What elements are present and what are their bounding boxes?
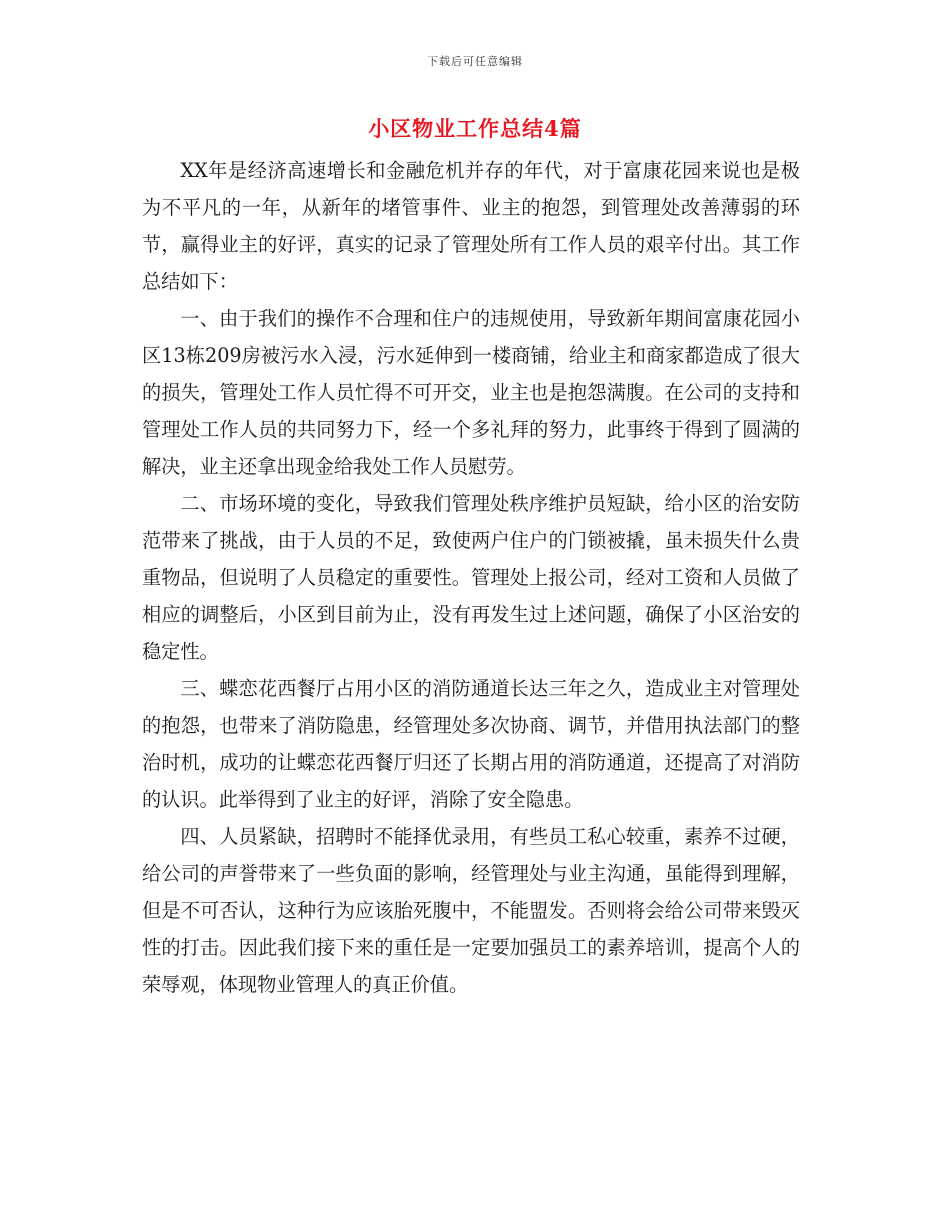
document-title: 小区物业工作总结4篇 — [368, 116, 582, 141]
paragraph-item-3: 三、蝶恋花西餐厅占用小区的消防通道长达三年之久，造成业主对管理处的抱怨，也带来了消防隐患，经管理处多次协商、调节，并借用执法部门的整治时机，成功的让蝶恋花西餐厅归还了长期占用的消防通道，还提高了对消防的认识。此举得到了业主的好评，消除了安全隐患。 — [142, 677, 800, 811]
paragraph-item-4: 四、人员紧缺，招聘时不能择优录用，有些员工私心较重，素养不过硬，给公司的声誉带来了一些负面的影响，经管理处与业主沟通，虽能得到理解，但是不可否认，这种行为应该胎死腹中，不能盟发。否则将会给公司带来毁灭性的打击。因此我们接下来的重任是一定要加强员工的素养培训，提高个人的荣辱观，体现物业管理人的真正价值。 — [142, 825, 800, 996]
header-note: 下载后可任意编辑 — [427, 55, 523, 68]
paragraph-intro: XX年是经济高速增长和金融危机并存的年代，对于富康花园来说也是极为不平凡的一年，从新年的堵管事件、业主的抱怨，到管理处改善薄弱的环节，赢得业主的好评，真实的记录了管理处所有工作人员的艰辛付出。其工作总结如下： — [142, 159, 800, 293]
paragraph-item-1: 一、由于我们的操作不合理和住户的违规使用，导致新年期间富康花园小区13栋209房被污水入浸，污水延伸到一楼商铺，给业主和商家都造成了很大的损失，管理处工作人员忙得不可开交，业主也是抱怨满腹。在公司的支持和管理处工作人员的共同努力下，经一个多礼拜的努力，此事终于得到了圆满的解决，业主还拿出现金给我处工作人员慰劳。 — [142, 307, 800, 478]
document-body — [142, 152, 800, 1003]
paragraph-item-2: 二、市场环境的变化，导致我们管理处秩序维护员短缺，给小区的治安防范带来了挑战，由于人员的不足，致使两户住户的门锁被撬，虽未损失什么贵重物品，但说明了人员稳定的重要性。管理处上报公司，经对工资和人员做了相应的调整后，小区到目前为止，没有再发生过上述问题，确保了小区治安的稳定性。 — [142, 492, 800, 663]
